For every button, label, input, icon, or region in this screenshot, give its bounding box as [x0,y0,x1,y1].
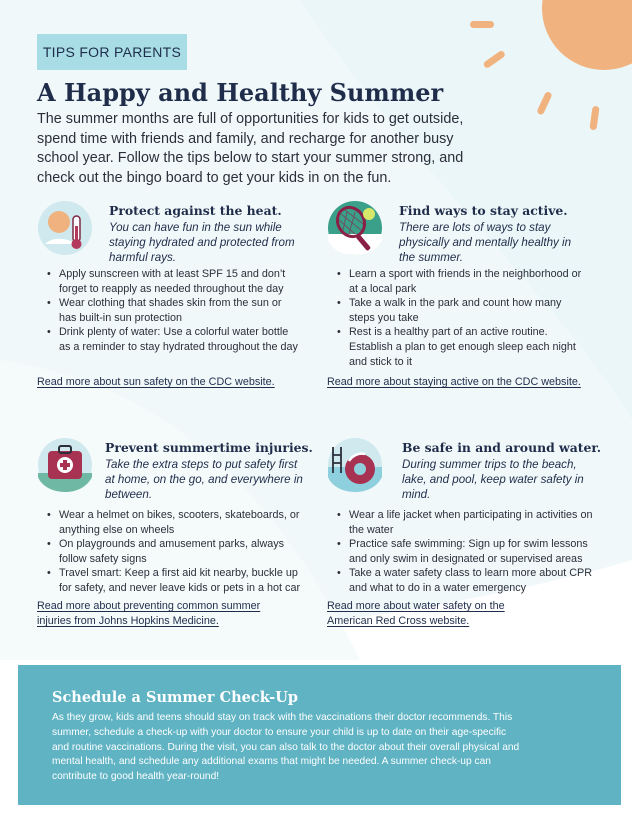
checkup-body: As they grow, kids and teens should stay on track with the vaccinations their doctor recommends. This summer, schedule a check-up with your doctor to ensure your child is up to date on their age-specific and routine vaccinations. During the visit, you can also talk to the doctor about their overall physical and mental health, and schedule any additional exams that might be needed. A summer check-up can contribute to good health year-round! [52,712,520,783]
card-water [327,437,607,632]
tennis-racket-icon [327,200,383,256]
list-item: • Take a walk in the park and count how many steps you take [335,296,585,325]
list-item: • Take a water safety class to learn more about CPR and what to do in a water emergency [335,566,597,595]
card-heat-link[interactable]: Read more about sun safety on the CDC website. [37,376,275,388]
card-active-link[interactable]: Read more about staying active on the CDC website. [327,376,581,388]
list-item: • Rest is a healthy part of an active routine. Establish a plan to get enough sleep each night and stick to it [335,325,585,369]
checkup-panel [18,665,621,805]
card-heat-title: Protect against the heat. [109,203,282,218]
checkup-title: Schedule a Summer Check-Up [52,689,298,706]
sun-thermometer-icon [37,200,93,256]
list-item: • Practice safe swimming: Sign up for swim lessons and only swim in designated or supervised areas [335,537,597,566]
list-item: • Drink plenty of water: Use a colorful water bottle as a reminder to stay hydrated throughout the day [45,325,300,354]
card-injuries [37,437,317,632]
card-active-title: Find ways to stay active. [399,203,568,218]
card-active-list [335,267,585,369]
card-active-subtitle: There are lots of ways to stay physically and mentally healthy in the summer. [399,221,572,264]
pool-float-icon [327,437,383,493]
list-item: • Learn a sport with friends in the neighborhood or at a local park [335,267,585,296]
card-heat-subtitle: You can have fun in the sun while staying hydrated and protected from harmful rays. [109,221,295,264]
card-water-title: Be safe in and around water. [402,440,602,455]
card-injuries-subtitle: Take the extra steps to put safety first at home, on the go, and everywhere in between. [105,458,303,501]
list-item: • Travel smart: Keep a first aid kit nearby, buckle up for safety, and never leave kids or pets in a hot car [45,566,307,595]
card-heat [37,200,317,390]
card-water-subtitle: During summer trips to the beach, lake, and pool, keep water safety in mind. [402,458,584,501]
list-item: • On playgrounds and amusement parks, always follow safety signs [45,537,307,566]
first-aid-kit-icon [37,437,93,493]
card-active [327,200,607,390]
card-injuries-list [45,508,307,596]
list-item: • Wear clothing that shades skin from the sun or has built-in sun protection [45,296,300,325]
list-item: • Wear a life jacket when participating in activities on the water [335,508,597,537]
tips-badge: TIPS FOR PARENTS [37,34,187,70]
card-water-link[interactable]: Read more about water safety on the American Red Cross website. [327,600,505,627]
card-injuries-title: Prevent summertime injuries. [105,440,313,455]
page-title: A Happy and Healthy Summer [37,78,444,107]
list-item: • Wear a helmet on bikes, scooters, skateboards, or anything else on wheels [45,508,307,537]
intro-paragraph: The summer months are full of opportunities for kids to get outside, spend time with friends and family, and recharge for another busy school year. Follow the tips below to start your summer strong, and check out the bingo board to get your kids in on the fun. [37,111,464,186]
card-heat-list [45,267,300,355]
list-item: • Apply sunscreen with at least SPF 15 and don’t forget to reapply as needed throughout the day [45,267,300,296]
card-injuries-link[interactable]: Read more about preventing common summer injuries from Johns Hopkins Medicine. [37,600,261,627]
card-water-list [335,508,597,596]
